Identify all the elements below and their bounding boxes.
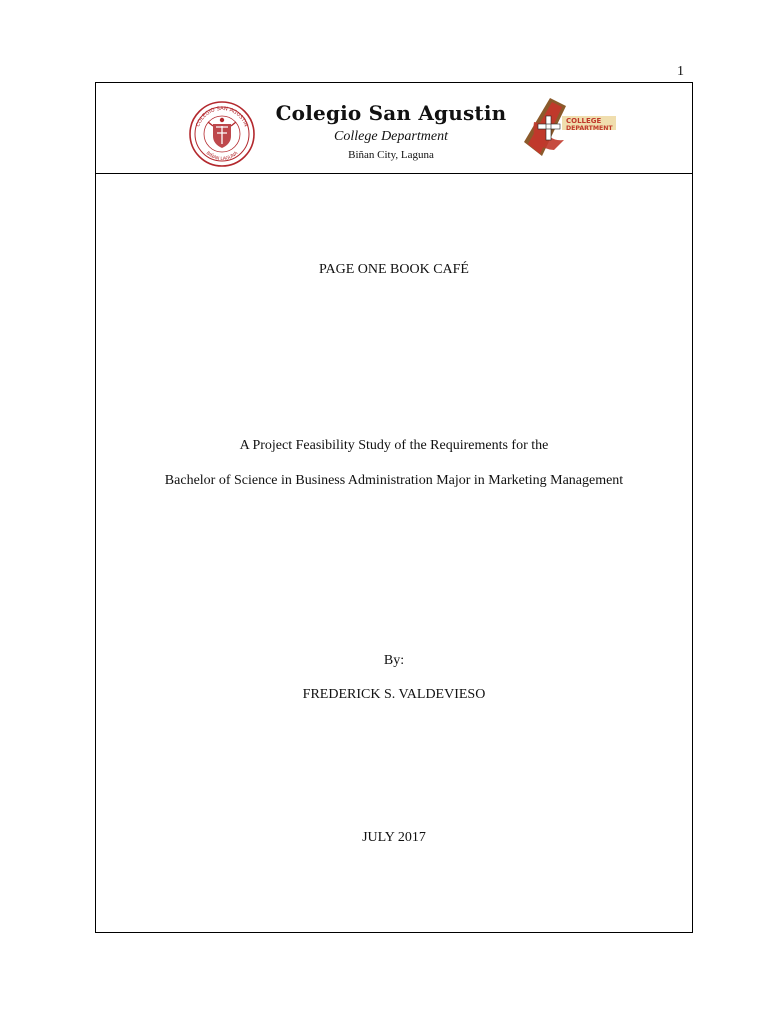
submission-date: JULY 2017 bbox=[362, 830, 426, 845]
author-name: FREDERICK S. VALDEVIESO bbox=[302, 687, 486, 702]
college-department-logo-icon bbox=[520, 92, 620, 164]
subtitle-line-2: Bachelor of Science in Business Administration Major in Marketing Management bbox=[164, 473, 624, 488]
page-number: 1 bbox=[677, 64, 684, 79]
college-name: Colegio San Agustin bbox=[275, 101, 507, 125]
college-department: College Department bbox=[334, 129, 448, 144]
subtitle-line-1: A Project Feasibility Study of the Requirements for the bbox=[239, 438, 549, 453]
study-title: PAGE ONE BOOK CAFÉ bbox=[318, 262, 469, 277]
seal-lower-text: BIÑAN LAGUNA bbox=[204, 151, 240, 163]
college-city: Biñan City, Laguna bbox=[348, 149, 434, 161]
title-page-frame bbox=[95, 82, 693, 933]
by-label: By: bbox=[383, 653, 405, 668]
logo-text-department: DEPARTMENT bbox=[566, 125, 613, 132]
letterhead bbox=[96, 83, 692, 174]
logo-text-college: COLLEGE bbox=[566, 117, 602, 125]
seal-ring-text: COLEGIO SAN AGUSTIN bbox=[195, 105, 249, 128]
